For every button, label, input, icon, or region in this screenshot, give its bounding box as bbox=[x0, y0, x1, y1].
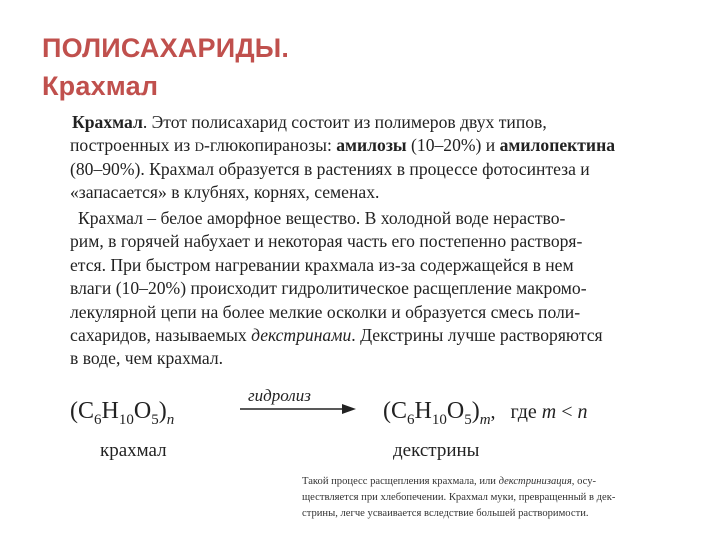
d-prefix: D bbox=[194, 139, 204, 155]
term-amylopectin: амилопектина bbox=[499, 135, 616, 156]
text-line: Крахмал. Этот полисахарид состоит из полимеров двух типов, bbox=[72, 112, 547, 132]
text-line: ществляется при хлебопечении. Крахмал муки, превращенный в дек- bbox=[302, 492, 616, 503]
term-amylose: амилозы bbox=[336, 135, 407, 156]
text-line: (80–90%). Крахмал образуется в растениях в процессе фотосинтеза и bbox=[70, 158, 590, 179]
footnote bbox=[302, 474, 688, 522]
text-line: ется. При быстром нагревании крахмала из-за содержащейся в нем bbox=[70, 254, 574, 275]
text-line: в воде, чем крахмал. bbox=[70, 348, 224, 369]
text-line: Крахмал – белое аморфное вещество. В холодной воде нераство- bbox=[78, 208, 566, 228]
page-title: ПОЛИСАХАРИДЫ. bbox=[42, 33, 290, 63]
term-dextrins: декстринами bbox=[251, 324, 352, 345]
term-starch: Крахмал bbox=[72, 112, 143, 132]
arrow-label-hydrolysis: гидролиз bbox=[248, 386, 311, 405]
text-line: влаги (10–20%) происходит гидролитическое расщепление макромо- bbox=[70, 278, 587, 299]
text-line: построенных из D-глюкопиранозы: амилозы (10–20%) и амилопектина bbox=[70, 135, 616, 156]
text-line: рим, в горячей набухает и некоторая часть его постепенно растворя- bbox=[70, 231, 583, 252]
label-dextrins: декстрины bbox=[393, 440, 480, 461]
text-line: стрины, легче усваивается вследствие большей растворимости. bbox=[302, 508, 589, 519]
text-line: сахаридов, называемых декстринами. Декстрины лучше растворяются bbox=[70, 324, 603, 345]
text-line: Такой процесс расщепления крахмала, или декстринизация, осу- bbox=[302, 476, 597, 487]
dextrin-formula: $(C_6H_{10}O_5)_m$, где m < n bbox=[383, 398, 588, 428]
page-subtitle: Крахмал bbox=[42, 71, 159, 101]
label-starch: крахмал bbox=[100, 440, 167, 461]
paragraph-starch-definition bbox=[70, 111, 682, 205]
paragraph-starch-properties bbox=[70, 207, 682, 371]
starch-formula: $(C_6H_{10}O_5)_n$ bbox=[70, 398, 175, 428]
text-line: «запасается» в клубнях, корнях, семенах. bbox=[70, 182, 380, 203]
text-line: лекулярной цепи на более мелкие осколки и образуется смесь поли- bbox=[70, 301, 581, 322]
condition: , где m < n bbox=[490, 401, 588, 423]
reaction-arrow-icon bbox=[238, 401, 358, 417]
